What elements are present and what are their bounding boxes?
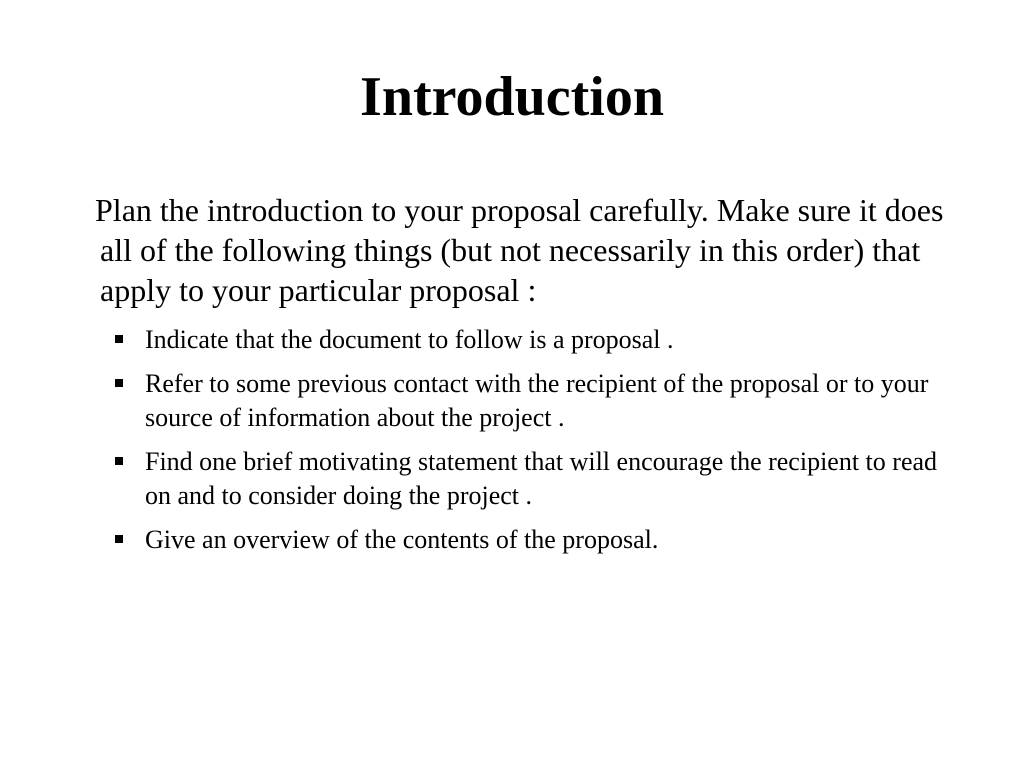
bullet-text: Give an overview of the contents of the proposal. [145,525,659,554]
intro-paragraph: Plan the introduction to your proposal carefully. Make sure it does all of the following things (but not necessarily in this order) that apply to your particular proposal : [95,192,944,308]
bullet-item [112,445,962,513]
square-bullet-icon [115,379,123,387]
bullet-item [112,323,962,357]
square-bullet-icon [115,457,123,465]
bullet-item [112,523,962,557]
square-bullet-icon [115,535,123,543]
bullet-text: Find one brief motivating statement that will encourage the recipient to read on and to consider doing the project . [145,447,938,510]
bullet-item [112,367,962,435]
bullet-text: Refer to some previous contact with the recipient of the proposal or to your source of information about the project . [145,369,929,432]
slide-title: Introduction [360,66,664,128]
bullet-list [112,323,962,567]
bullet-text: Indicate that the document to follow is a proposal . [145,325,674,354]
square-bullet-icon [115,335,123,343]
